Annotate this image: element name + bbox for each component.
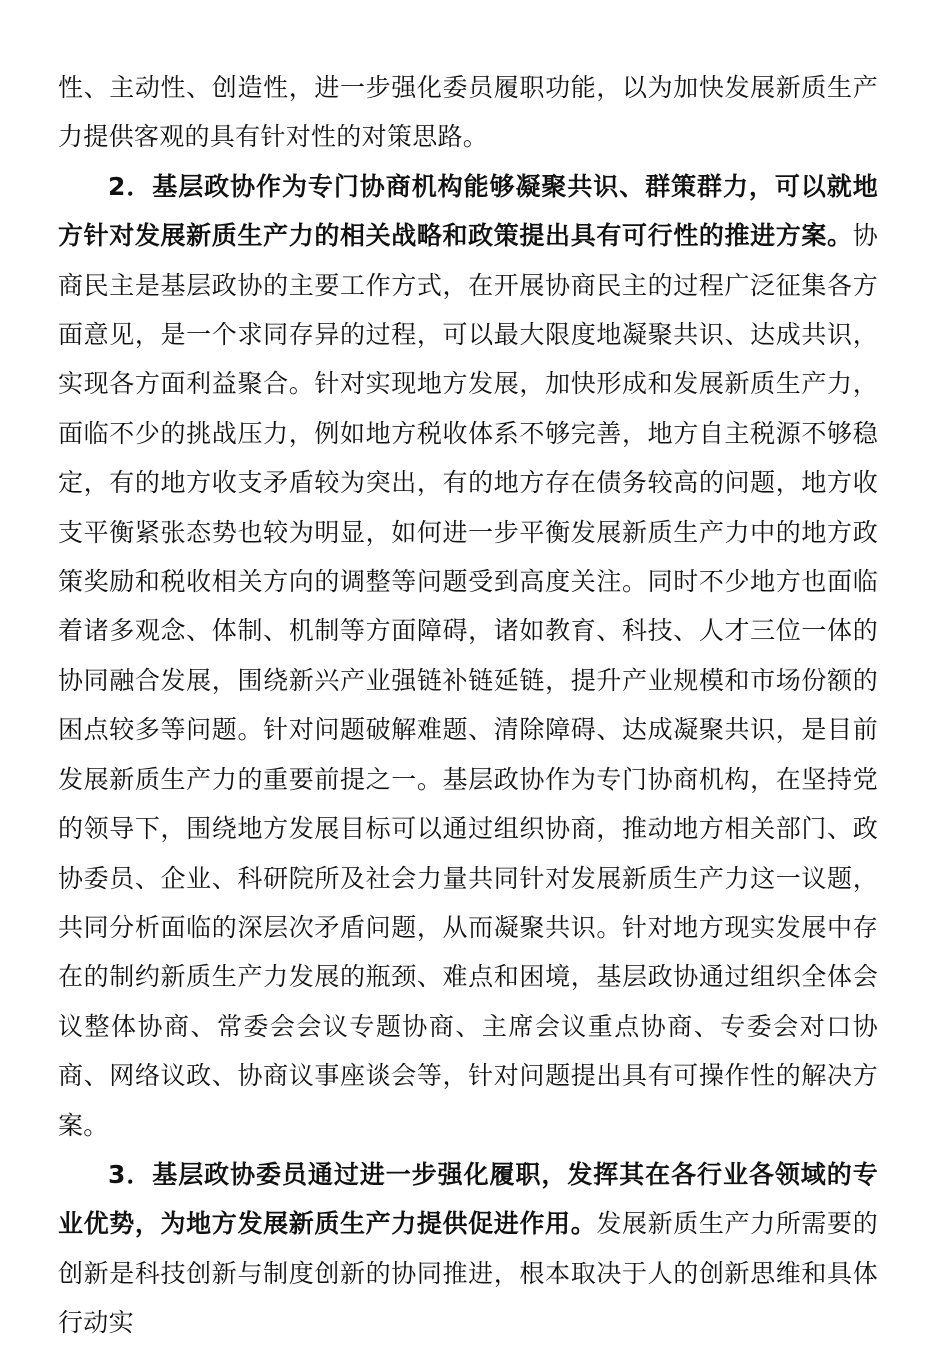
paragraph-3 bbox=[58, 1150, 878, 1348]
paragraph-2-body: 协商民主是基层政协的主要工作方式，在开展协商民主的过程广泛征集各方面意见，是一个求同存异的过程，可以最大限度地凝聚共识、达成共识，实现各方面利益聚合。针对实现地方发展，加快形成和发展新质生产力，面临不少的挑战压力，例如地方税收体系不够完善，地方自主税源不够稳定，有的地方收支矛盾较为突出，有的地方存在债务较高的问题，地方收支平衡紧张态势也较为明显，如何进一步平衡发展新质生产力中的地方政策奖励和税收相关方向的调整等问题受到高度关注。同时不少地方也面临着诸多观念、体制、机制等方面障碍，诸如教育、科技、人才三位一体的协同融合发展，围绕新兴产业强链补链延链，提升产业规模和市场份额的困点较多等问题。针对问题破解难题、清除障碍、达成凝聚共识，是目前发展新质生产力的重要前提之一。基层政协作为专门协商机构，在坚持党的领导下，围绕地方发展目标可以通过组织协商，推动地方相关部门、政协委员、企业、科研院所及社会力量共同针对发展新质生产力这一议题，共同分析面临的深层次矛盾问题，从而凝聚共识。针对地方现实发展中存在的制约新质生产力发展的瓶颈、难点和困境，基层政协通过组织全体会议整体协商、常委会会议专题协商、主席会议重点协商、专委会对口协商、网络议政、协商议事座谈会等，针对问题提出具有可操作性的解决方案。 bbox=[58, 221, 878, 1140]
document-body bbox=[58, 63, 878, 1348]
paragraph-3-heading: 3．基层政协委员通过进一步强化履职，发挥其在各行业各领域的专业优势，为地方发展新质生产力提供促进作用。 bbox=[58, 1159, 878, 1239]
paragraph-2 bbox=[58, 162, 878, 1150]
paragraph-3-body: 发展新质生产力所需要的创新是科技创新与制度创新的协同推进，根本取决于人的创新思维和具体行动实 bbox=[58, 1209, 878, 1338]
paragraph-1-text: 性、主动性、创造性，进一步强化委员履职功能，以为加快发展新质生产力提供客观的具有针对性的对策思路。 bbox=[58, 73, 878, 152]
paragraph-1 bbox=[58, 63, 878, 162]
paragraph-2-heading: 2．基层政协作为专门协商机构能够凝聚共识、群策群力，可以就地方针对发展新质生产力的相关战略和政策提出具有可行性的推进方案。 bbox=[58, 171, 878, 251]
